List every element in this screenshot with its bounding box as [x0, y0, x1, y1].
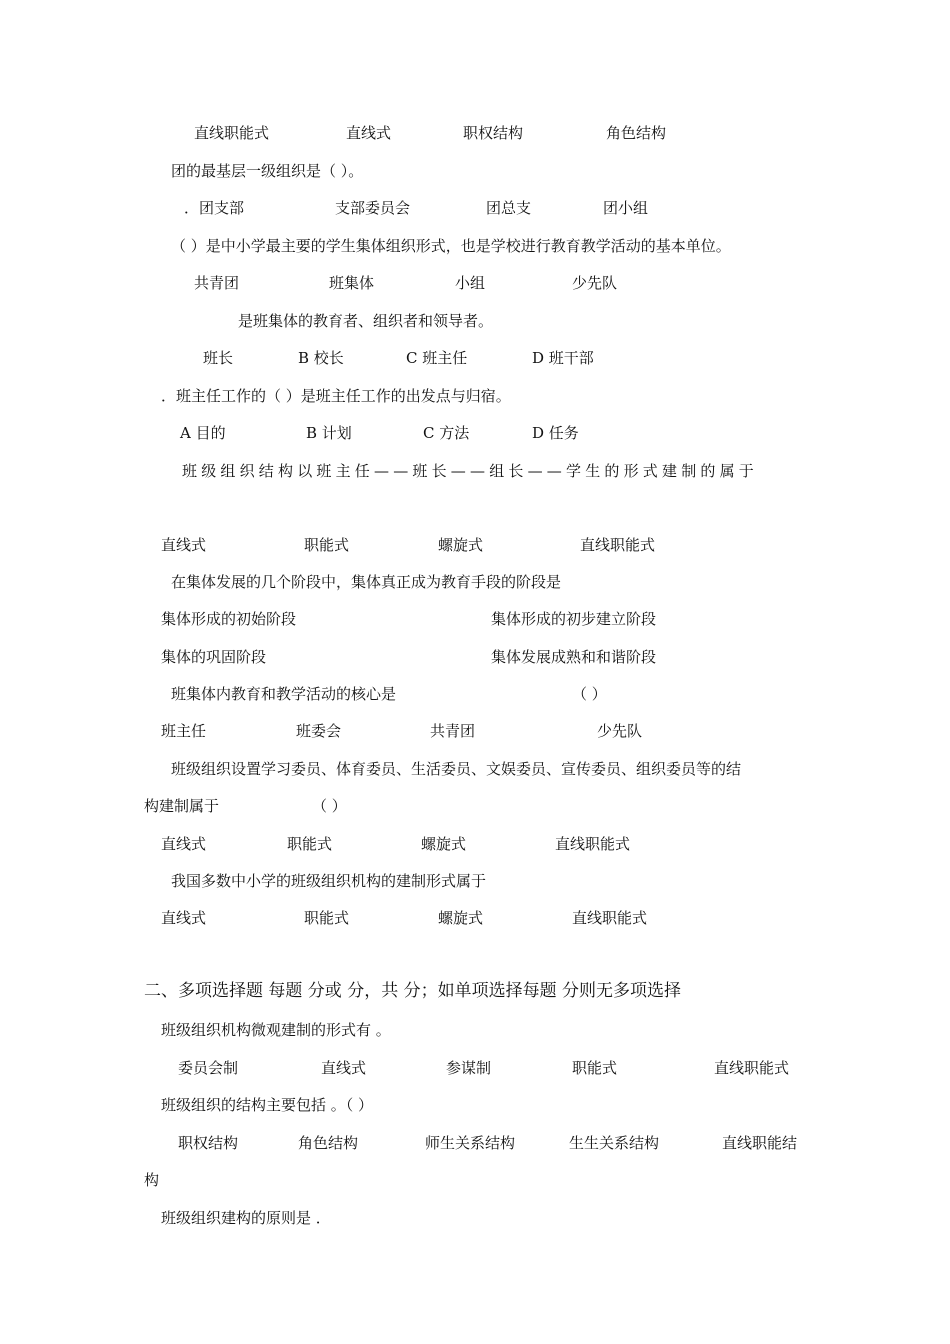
option: B 校长 — [298, 349, 344, 367]
question-stem: 班级组织设置学习委员、体育委员、生活委员、文娱委员、宣传委员、组织委员等的结 — [171, 760, 742, 778]
option: 职能式 — [287, 835, 333, 853]
question-stem-continued: 构建制属于 — [144, 797, 220, 815]
option: 集体的巩固阶段 — [161, 648, 267, 666]
question-stem: 班级组织结构以班主任——班长——组长——学生的形式建制的属于 — [182, 462, 759, 480]
option: 生生关系结构 — [569, 1134, 660, 1152]
option: 螺旋式 — [438, 536, 484, 554]
question-stem: 班级组织的结构主要包括 。（ ） — [161, 1096, 374, 1114]
option: 委员会制 — [178, 1059, 239, 1077]
option: 少先队 — [572, 274, 618, 292]
answer-paren: （ ） — [312, 797, 347, 815]
option: 直线职能式 — [555, 835, 631, 853]
option: 直线职能式 — [580, 536, 656, 554]
question-stem: 班级组织机构微观建制的形式有 。 — [161, 1021, 391, 1039]
question-stem: ．班主任工作的（ ）是班主任工作的出发点与归宿。 — [161, 387, 511, 405]
option: D 班干部 — [532, 349, 594, 367]
option: 共青团 — [194, 274, 240, 292]
option: 职权结构 — [178, 1134, 239, 1152]
question-stem: 是班集体的教育者、组织者和领导者。 — [238, 312, 494, 330]
question-stem: 团的最基层一级组织是（ ）。 — [171, 162, 364, 180]
section-heading: 二、多项选择题 每题 分或 分，共 分；如单项选择每题 分则无多项选择 — [144, 981, 682, 1001]
option: 直线式 — [161, 835, 207, 853]
option: 班委会 — [296, 722, 342, 740]
option: 班主任 — [161, 722, 207, 740]
question-stem: 我国多数中小学的班级组织机构的建制形式属于 — [171, 872, 487, 890]
option: 直线式 — [161, 536, 207, 554]
option: 直线职能式 — [714, 1059, 790, 1077]
option: 直线式 — [161, 909, 207, 927]
option: 团总支 — [486, 199, 532, 217]
prev-option-2: 直线式 — [346, 124, 392, 142]
prev-option-1: 直线职能式 — [194, 124, 270, 142]
option: 共青团 — [430, 722, 476, 740]
option: 直线式 — [321, 1059, 367, 1077]
option: 直线职能式 — [572, 909, 648, 927]
option: 直线职能结 — [722, 1134, 798, 1152]
question-stem: 班集体内教育和教学活动的核心是 — [171, 685, 397, 703]
option: 职能式 — [572, 1059, 618, 1077]
option: 支部委员会 — [335, 199, 411, 217]
option: A 目的 — [180, 424, 226, 442]
option: 职能式 — [304, 909, 350, 927]
option: 角色结构 — [298, 1134, 359, 1152]
option: 螺旋式 — [421, 835, 467, 853]
question-stem: 在集体发展的几个阶段中，集体真正成为教育手段的阶段是 — [171, 573, 562, 591]
option: C 班主任 — [406, 349, 468, 367]
option: 班长 — [203, 349, 234, 367]
option: 集体形成的初始阶段 — [161, 610, 297, 628]
option: 少先队 — [597, 722, 643, 740]
option-continued: 构 — [144, 1171, 160, 1189]
option: 小组 — [455, 274, 486, 292]
option: D 任务 — [532, 424, 579, 442]
option: C 方法 — [423, 424, 470, 442]
option: 团小组 — [603, 199, 649, 217]
option: 螺旋式 — [438, 909, 484, 927]
question-stem: 班级组织建构的原则是 ． — [161, 1209, 331, 1227]
option: ．团支部 — [184, 199, 245, 217]
prev-option-3: 职权结构 — [463, 124, 524, 142]
option: 集体形成的初步建立阶段 — [491, 610, 657, 628]
question-stem: （ ）是中小学最主要的学生集体组织形式，也是学校进行教育教学活动的基本单位。 — [171, 237, 731, 255]
prev-option-4: 角色结构 — [606, 124, 667, 142]
option: 师生关系结构 — [425, 1134, 516, 1152]
option: 班集体 — [329, 274, 375, 292]
answer-paren: （ ） — [572, 685, 607, 703]
option: B 计划 — [306, 424, 352, 442]
option: 集体发展成熟和和谐阶段 — [491, 648, 657, 666]
option: 职能式 — [304, 536, 350, 554]
option: 参谋制 — [446, 1059, 492, 1077]
